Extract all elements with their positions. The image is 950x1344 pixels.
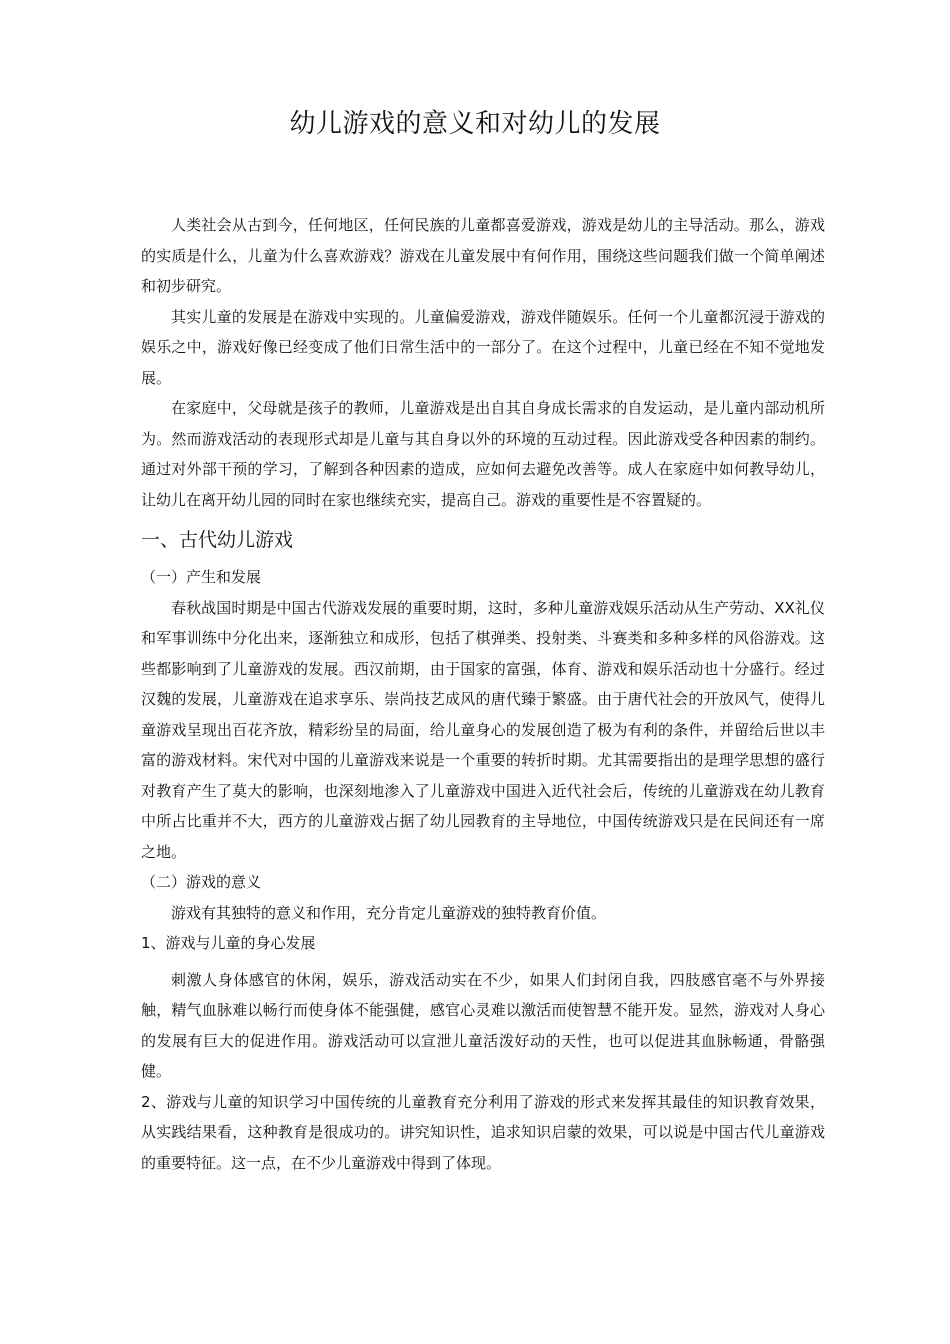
subsection-heading-meaning: （二）游戏的意义 [141, 873, 262, 891]
meaning-paragraph: 游戏有其独特的意义和作用，充分肯定儿童游戏的独特教育价值。 [171, 903, 607, 922]
intro-paragraph-3: 在家庭中，父母就是孩子的教师，儿童游戏是出自其自身成长需求的自发运动，是儿童内部动机所为。然而游戏活动的表现形式却是儿童与其自身以外的环境的互动过程。因此游戏受各种因素的制约。通过对外部干预的学习，了解到各种因素的造成，应如何去避免改善等。成人在家庭中如何教导幼儿，让幼儿在离开幼儿园的同时在家也继续充实，提高自己。游戏的重要性是不容置疑的。 [141, 399, 825, 509]
body-mind-paragraph: 刺激人身体感官的休闲，娱乐，游戏活动实在不少，如果人们封闭自我，四肢感官毫不与外界接触，精气血脉难以畅行而使身体不能强健，感官心灵难以激活而使智慧不能开发。显然，游戏对人身心的发展有巨大的促进作用。游戏活动可以宣泄儿童活泼好动的天性，也可以促进其血脉畅通，骨骼强健。 [141, 970, 825, 1080]
document-body [141, 210, 825, 1178]
intro-paragraph-1: 人类社会从古到今，任何地区，任何民族的儿童都喜爱游戏，游戏是幼儿的主导活动。那么，游戏的实质是什么，儿童为什么喜欢游戏？游戏在儿童发展中有何作用，围绕这些问题我们做一个简单阐述和初步研究。 [141, 216, 825, 295]
point-heading-body-mind: 1、游戏与儿童的身心发展 [141, 934, 316, 952]
section-heading-ancient-games: 一、古代幼儿游戏 [141, 529, 294, 551]
subsection-heading-origin: （一）产生和发展 [141, 568, 262, 586]
origin-paragraph: 春秋战国时期是中国古代游戏发展的重要时期，这时，多种儿童游戏娱乐活动从生产劳动、XX礼仪和军事训练中分化出来，逐渐独立和成形，包括了棋弹类、投射类、斗赛类和多种多样的风俗游戏。这些都影响到了儿童游戏的发展。西汉前期，由于国家的富强，体育、游戏和娱乐活动也十分盛行。经过汉魏的发展，儿童游戏在追求享乐、崇尚技艺成风的唐代臻于繁盛。由于唐代社会的开放风气，使得儿童游戏呈现出百花齐放，精彩纷呈的局面，给儿童身心的发展创造了极为有利的条件，并留给后世以丰富的游戏材料。宋代对中国的儿童游戏来说是一个重要的转折时期。尤其需要指出的是理学思想的盛行对教育产生了莫大的影响，也深刻地渗入了儿童游戏中国进入近代社会后，传统的儿童游戏在幼儿教育中所占比重并不大，西方的儿童游戏占据了幼儿园教育的主导地位，中国传统游戏只是在民间还有一席之地。 [141, 598, 825, 861]
document-title: 幼儿游戏的意义和对幼儿的发展 [289, 109, 661, 139]
knowledge-paragraph: 2、游戏与儿童的知识学习中国传统的儿童教育充分利用了游戏的形式来发挥其最佳的知识教育效果，从实践结果看，这种教育是很成功的。讲究知识性，追求知识启蒙的效果，可以说是中国古代儿童游戏的重要特征。这一点，在不少儿童游戏中得到了体现。 [141, 1092, 825, 1172]
intro-paragraph-2: 其实儿童的发展是在游戏中实现的。儿童偏爱游戏，游戏伴随娱乐。任何一个儿童都沉浸于游戏的娱乐之中，游戏好像已经变成了他们日常生活中的一部分了。在这个过程中，儿童已经在不知不觉地发展。 [141, 307, 825, 387]
